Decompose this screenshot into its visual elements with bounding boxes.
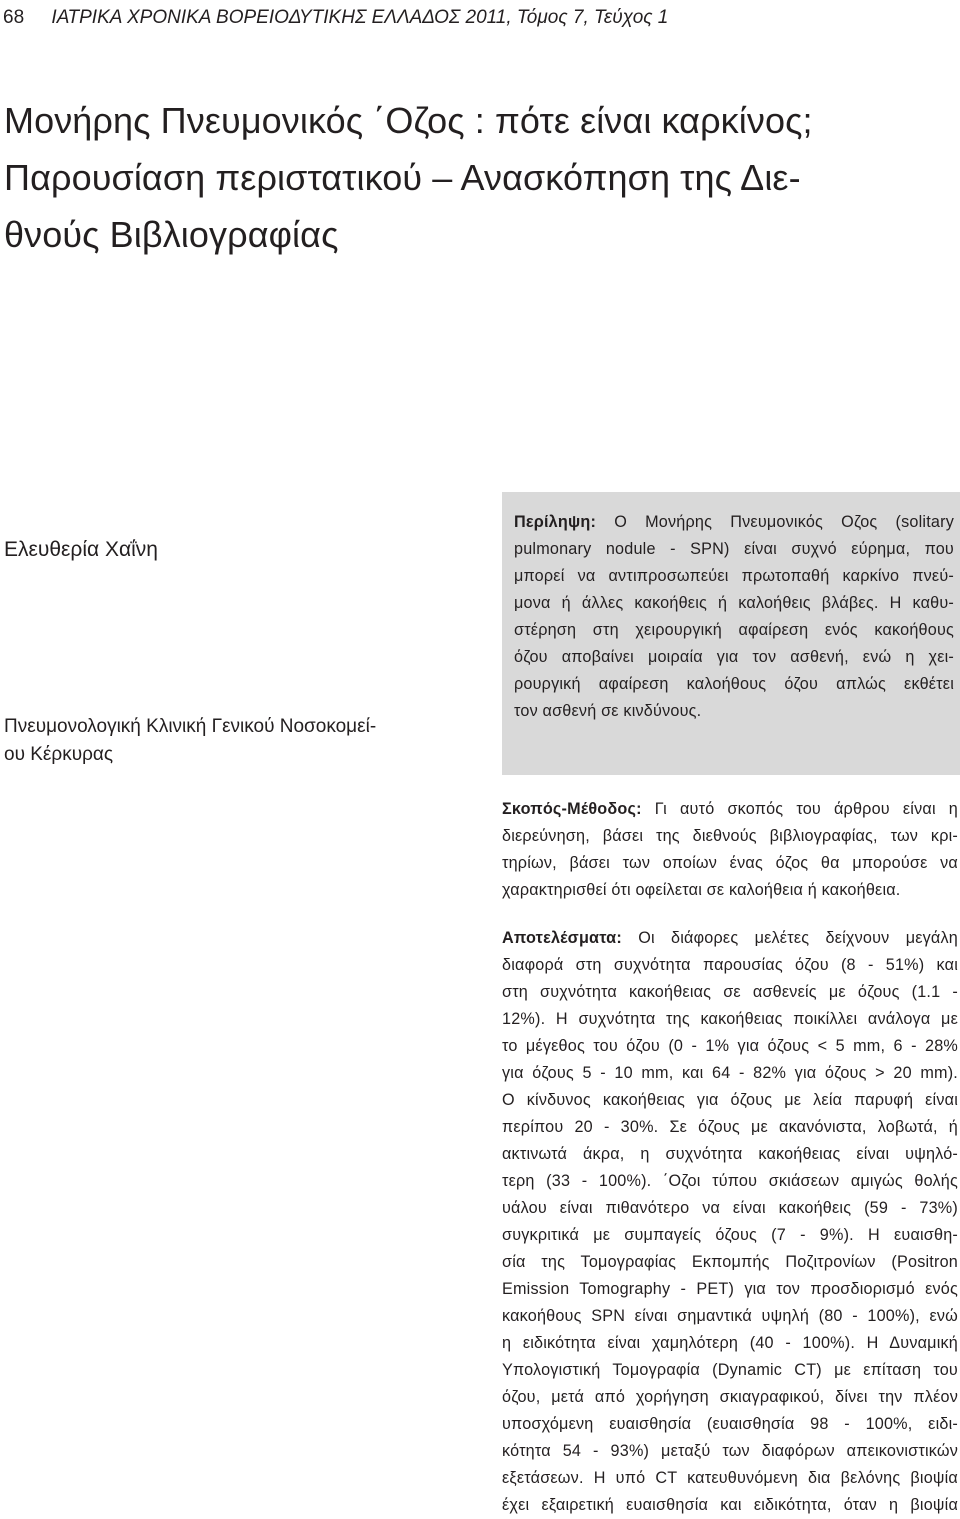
title-line: Παρουσίαση περιστατικού – Ανασκόπηση της Διε- (4, 157, 801, 198)
results-line: Ο κίνδυνος κακοήθειας για όζους με λεία παρυφή είναι (502, 1091, 958, 1109)
results-line: στη συχνότητα κακοήθειας σε ασθενείς με όζους (1.1 - (502, 983, 958, 1001)
affiliation-line: ου Κέρκυρας (4, 744, 114, 765)
results-line: Emission Tomography - PET) για τον προσδιορισμό ενός (502, 1280, 958, 1298)
title-line: Μονήρης Πνευμονικός ΄Οζος : πότε είναι καρκίνος; (4, 100, 813, 141)
author-affiliation (4, 713, 474, 769)
journal-citation: ΙΑΤΡΙΚΑ ΧΡΟΝΙΚΑ ΒΟΡΕΙΟΔΥΤΙΚΗΣ ΕΛΛΑΔΟΣ 2011, Τόμος 7, Τεύχος 1 (51, 7, 669, 28)
title-line: θνούς Βιβλιογραφίας (4, 214, 339, 255)
results-line: για όζους 5 - 10 mm, και 64 - 82% για όζους > 20 mm). (502, 1064, 958, 1082)
running-header (0, 0, 960, 40)
aim-method-line: διερεύνηση, βάσει της διεθνούς βιβλιογραφίας, των κρι- (502, 827, 958, 845)
abstract-box (502, 492, 960, 775)
results-line: υάλου είναι πιθανότερο να είναι κακοήθεις (59 - 73%) (502, 1199, 958, 1217)
page-number: 68 (3, 7, 25, 28)
results-line: εξετάσεων. Η υπό CT κατευθυνόμενη δια βελόνης βιοψία (502, 1469, 958, 1487)
results-line: κότητα 54 - 93%) μεταξύ των διαφόρων απεικονιστικών (502, 1442, 958, 1460)
results-line: συγκριτικά με συμπαγείς όζους (7 - 9%). Η ευαισθη- (502, 1226, 958, 1244)
aim-method-line-text: Γι αυτό σκοπός του άρθρου είναι η (641, 800, 958, 818)
results-line: έχει εξαιρετική ευαισθησία και ειδικότητα, όταν η βιοψία (502, 1496, 958, 1514)
results-line: 12%). Η συχνότητα της κακοήθειας ποικίλλει ανάλογα με (502, 1010, 958, 1028)
author-name: Ελευθερία Χαΐνη (4, 538, 158, 561)
abstract-line: μπορεί να αντιπροσωπεύει πρωτοπαθή καρκίνο πνεύ- (514, 567, 954, 585)
abstract-label: Περίληψη: (514, 513, 597, 531)
results-line-text: Οι διάφορες μελέτες δείχνουν μεγάλη (621, 929, 958, 947)
results-line: διαφορά στη συχνότητα παρουσίας όζου (8 - 51%) και (502, 956, 958, 974)
abstract-line: στέρηση στη χειρουργική αφαίρεση ενός κακοήθους (514, 621, 954, 639)
results-paragraph (502, 925, 958, 1519)
abstract-line: μονα ή άλλες κακοήθεις ή καλοήθεις βλάβες. Η καθυ- (514, 594, 954, 612)
abstract-line (514, 509, 954, 536)
results-line: Υπολογιστική Τομογραφία (Dynamic CT) με επίταση του (502, 1361, 958, 1379)
aim-method-line (502, 796, 958, 823)
affiliation-line: Πνευμονολογική Κλινική Γενικού Νοσοκομεί- (4, 716, 377, 737)
results-line: το μέγεθος του όζου (0 - 1% για όζους < 5 mm, 6 - 28% (502, 1037, 958, 1055)
results-label: Αποτελέσματα: (502, 929, 622, 947)
results-line: υποσχόμενη ευαισθησία (ευαισθησία 98 - 100%, ειδι- (502, 1415, 958, 1433)
abstract-line-text: Ο Μονήρης Πνευμονικός Οζος (solitary (596, 513, 954, 531)
results-line: σία της Τομογραφίας Εκπομπής Ποζιτρονίων (Positron (502, 1253, 958, 1271)
results-line: περίπου 20 - 30%. Σε όζους με ακανόνιστα, λοβωτά, ή (502, 1118, 958, 1136)
abstract-line: όζου αποβαίνει μοιραία για τον ασθενή, ενώ η χει- (514, 648, 954, 666)
results-line (502, 925, 958, 952)
aim-method-line: τηρίων, βάσει των οποίων ένας όζος θα μπορούσε να (502, 854, 958, 872)
results-line: ακτινωτά άκρα, η συχνότητα κακοήθειας είναι υψηλό- (502, 1145, 958, 1163)
aim-method-paragraph (502, 796, 958, 904)
abstract-line: τον ασθενή σε κινδύνους. (514, 702, 702, 720)
abstract-paragraph (514, 509, 954, 725)
results-line: όζου, μετά από χορήγηση σκιαγραφικού, δίνει την πλέον (502, 1388, 958, 1406)
article-title (4, 92, 954, 263)
abstract-line: pulmonary nodule - SPN) είναι συχνό εύρημα, που (514, 540, 954, 558)
results-line: τερη (33 - 100%). ΄Οζοι τύπου σκιάσεων αμιγώς θολής (502, 1172, 958, 1190)
results-line: κακοήθους SPN είναι σημαντικά υψηλή (80 - 100%), ενώ (502, 1307, 958, 1325)
aim-method-label: Σκοπός-Μέθοδος: (502, 800, 642, 818)
aim-method-line: χαρακτηρισθεί ότι οφείλεται σε καλοήθεια ή κακοήθεια. (502, 881, 901, 899)
abstract-line: ρουργική αφαίρεση καλοήθους όζου απλώς εκθέτει (514, 675, 954, 693)
results-line: η ειδικότητα είναι χαμηλότερη (40 - 100%). Η Δυναμική (502, 1334, 958, 1352)
